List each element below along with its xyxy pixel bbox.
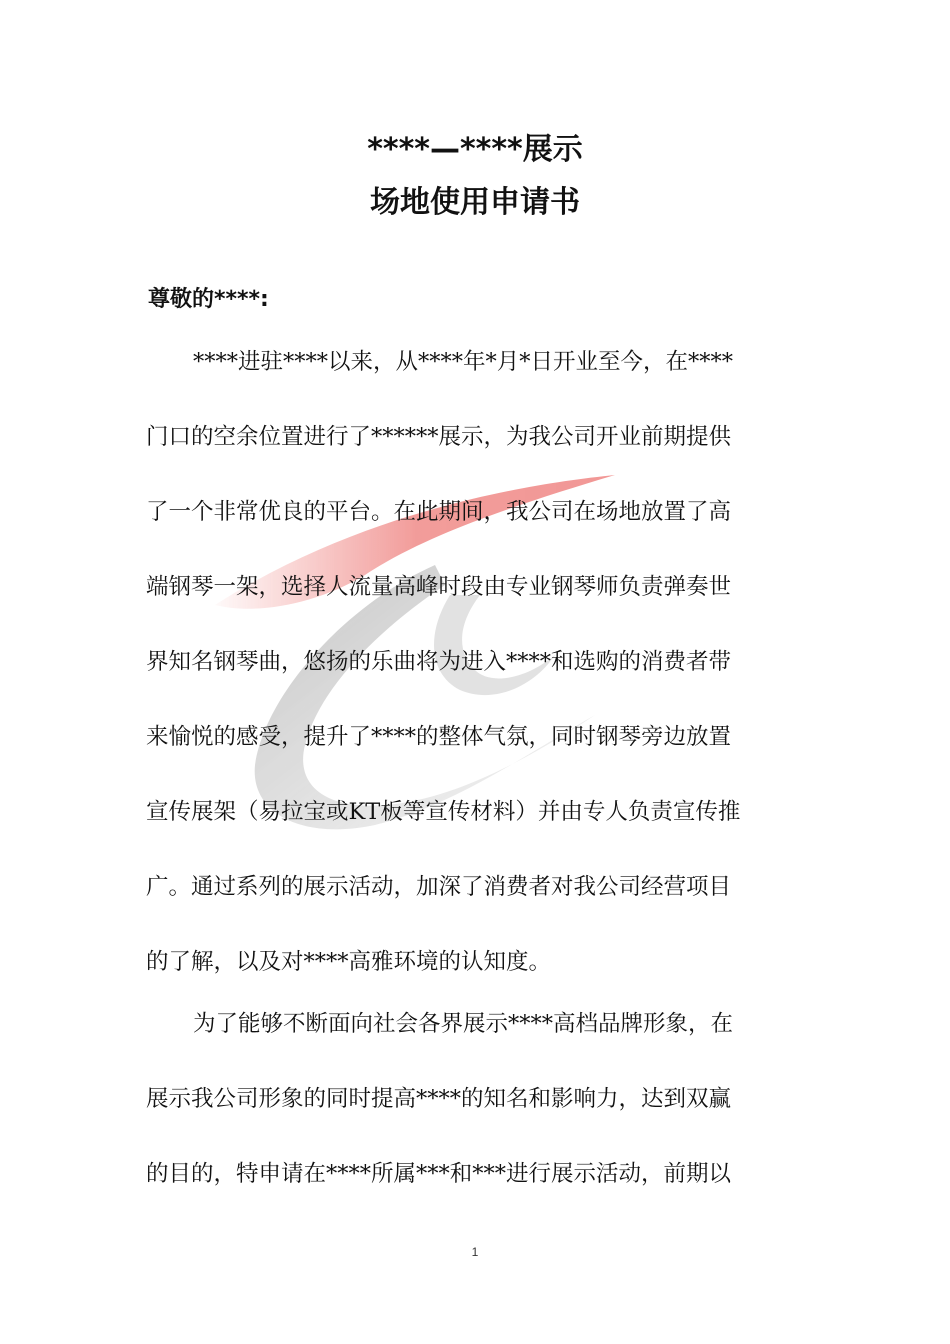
paragraph-line: 的目的，特申请在****所属***和***进行展示活动，前期以 [146, 1161, 732, 1187]
paragraph-line: 宣传展架（易拉宝或KT板等宣传材料）并由专人负责宣传推 [146, 799, 741, 825]
paragraph-line: 的了解，以及对****高雅环境的认知度。 [146, 949, 552, 975]
page-number: 1 [471, 1245, 479, 1259]
paragraph-line: 来愉悦的感受，提升了****的整体气氛，同时钢琴旁边放置 [146, 724, 732, 750]
paragraph-line: 界知名钢琴曲，悠扬的乐曲将为进入****和选购的消费者带 [146, 649, 732, 675]
document-title-line-1: ****—****展示 [367, 132, 583, 167]
paragraph-line: 端钢琴一架，选择人流量高峰时段由专业钢琴师负责弹奏世 [146, 574, 732, 600]
document-title-line-2: 场地使用申请书 [370, 185, 580, 220]
paragraph-line: 为了能够不断面向社会各界展示****高档品牌形象，在 [193, 1011, 734, 1037]
paragraph-line: 了一个非常优良的平台。在此期间，我公司在场地放置了高 [146, 499, 732, 525]
paragraph-line: 展示我公司形象的同时提高****的知名和影响力，达到双赢 [146, 1086, 732, 1112]
paragraph-line: 广。通过系列的展示活动，加深了消费者对我公司经营项目 [146, 874, 732, 900]
paragraph-line: ****进驻****以来，从****年*月*日开业至今，在**** [193, 349, 734, 375]
salutation: 尊敬的****: [148, 287, 269, 312]
paragraph-line: 门口的空余位置进行了******展示，为我公司开业前期提供 [146, 424, 732, 450]
